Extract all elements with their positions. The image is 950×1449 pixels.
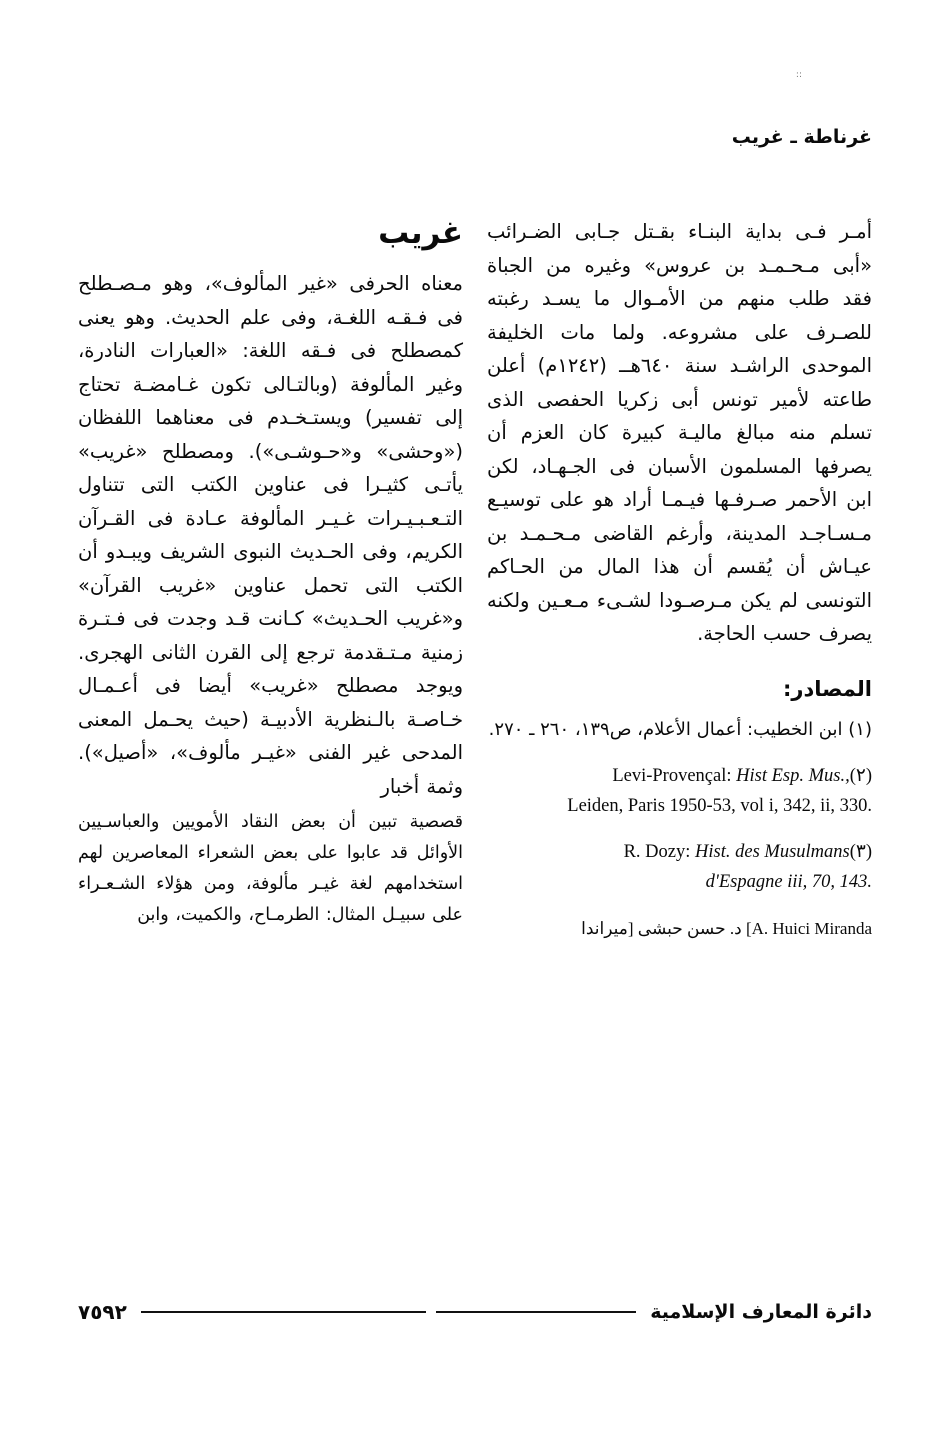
source-imprint: Leiden, Paris 1950-53, vol i, 342, ii, 330.	[567, 795, 872, 816]
source-number: (٣)	[849, 841, 872, 862]
two-column-body	[78, 215, 872, 1245]
column-left	[78, 215, 463, 931]
source-item-3	[487, 837, 872, 897]
source-author: Levi-Provençal:	[612, 765, 737, 786]
sources-heading: المصادر:	[782, 676, 872, 701]
paragraph: قصصية تبين أن بعض النقاد الأمويين والعباسـيين الأوائل قد عابوا على بعض الشعراء المعاصرين لهم استخدامهم لغة غيـر مألوفة، ومن هؤلاء الشـعـراء على سبيـل المثال: الطرمـاح، والكميت، وابن	[78, 812, 463, 925]
entry-title: غريب	[378, 215, 463, 251]
source-number: (١)	[848, 718, 872, 740]
footer-rule-segment	[436, 1311, 636, 1313]
source-item-2	[487, 761, 872, 821]
corner-mark: ::	[795, 70, 802, 80]
running-head: غرناطة ـ غريب	[731, 126, 872, 148]
column-right	[487, 215, 872, 956]
footer-title: دائرة المعارف الإسلامية	[650, 1301, 872, 1323]
footer-rule	[127, 1311, 650, 1313]
paragraph: أمـر فـى بداية البنـاء بقـتل جـابى الضـرائب «أبى مـحـمـد بن عروس» وغيره من الجباة فقد طلب منهم من الأمـوال ما يسـد رغبته للصـرف على مشروعه. ولما مات الخليفة الموحدى الراشـد سنة ٦٤٠هــ (١٢٤٢م) أعلن طاعته لأمير تونس أبى زكريا الحفصى الذى تسلم منه مبالغ ماليـة كبيرة كان العزم أن يصرفها المسلمون الأسبان فى الجـهـاد، لكن ابن الأحمر صـرفـها فيـمـا أراد هو على توسيـع مـسـاجـد المدينة، وأرغم القاضى مـحـمـد بن عيـاش أن يُقسم أن هذا المال من الحـاكم التونسى لم يكن مـرصـودا لشـىء مـعـين ولكنه يصرف حسب الحاجة.	[487, 220, 873, 645]
source-imprint: d'Espagne iii, 70, 143.	[705, 871, 872, 892]
source-title: Hist. des Musulmans	[695, 841, 850, 862]
footer-rule-segment	[141, 1311, 426, 1313]
source-title: Hist Esp. Mus.,	[736, 765, 850, 786]
attribution-latin: [A. Huici Miranda	[745, 918, 872, 938]
source-item-1	[487, 715, 872, 745]
source-number: (٢)	[849, 765, 872, 786]
article-attribution	[487, 919, 872, 939]
attribution-arabic: د. حسن حبشى [ميراندا	[581, 918, 742, 938]
paragraph: معناه الحرفى «غير المألوف»، وهو مـصـطلح فى فـقـه اللغـة، وفى علم الحديث. وهو يعنى كمصطلح فى فـقه اللغة: «العبارات النادرة، وغير المألوفة (وبالتـالى تكون غـامضـة تحتاج إلى تفسير) ويستـخـدم فى معناهما اللفظان («وحشى» و«حـوشـى»). ومصطلح «غريب» يأتـى كثيـرا فى عناوين الكتب التى تتناول التـعـبـيـرات غـيـر المألوفة عـادة فى القـرآن الكريم، وفى الحـديث النبوى الشريف ويبـدو أن الكتب التى تحمل عناوين «غريب القرآن» و«غريب الحـديث» كـانت قـد وجدت فى فـتـرة زمنية مـتـقدمة ترجع إلى القرن الثانى الهجرى. ويوجد مصطلح «غريب» أيضا فى أعـمـال خـاصـة بالـنظرية الأدبيـة (حيث يحـمل المعنى المدحى غير الفنى «غيـر مألوف»، «أصيل»). وثمة أخبار	[78, 272, 463, 798]
footer-page-number: ٧٥٩٢	[78, 1300, 127, 1324]
source-author: R. Dozy:	[623, 841, 696, 862]
page-footer	[78, 1297, 872, 1327]
source-text: ابن الخطيب: أعمال الأعلام، ص١٣٩، ٢٦٠ ـ ٢٧٠.	[488, 718, 843, 740]
